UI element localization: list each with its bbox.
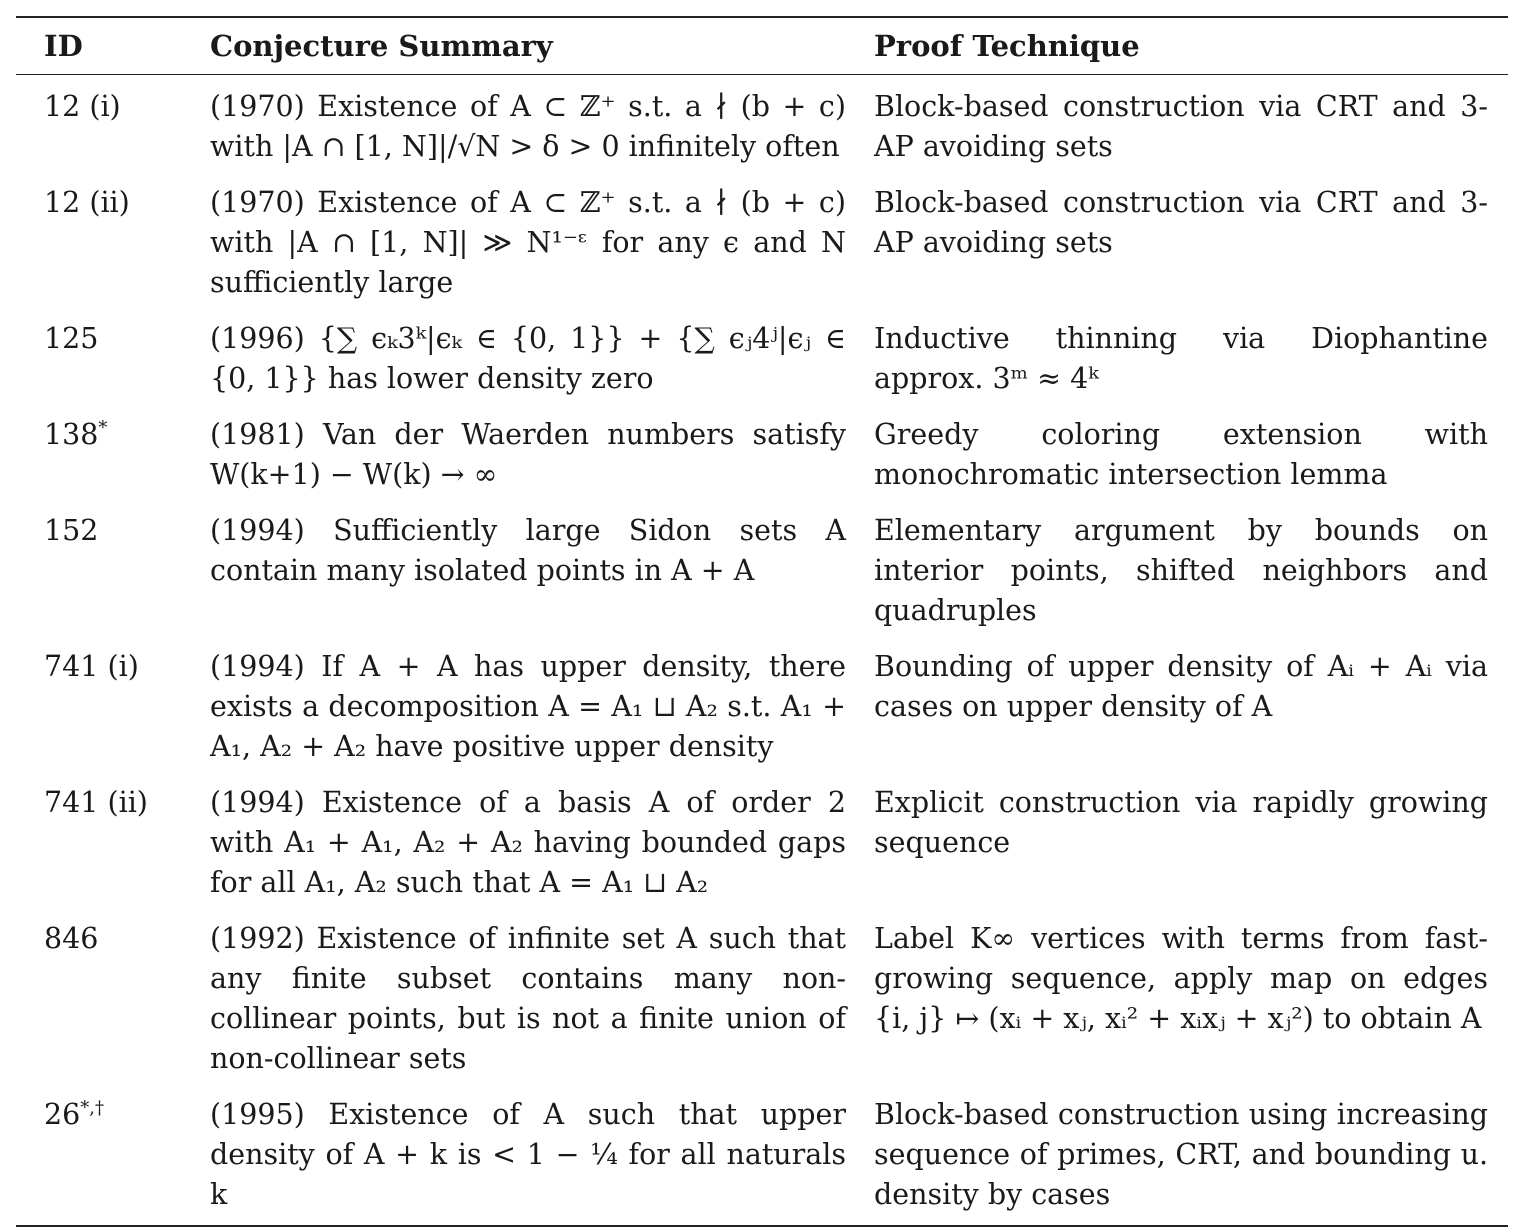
row-proof: Greedy coloring extension with monochromatic intersection lemma — [874, 418, 1488, 491]
header-id: ID — [44, 29, 83, 63]
results-table — [16, 16, 1508, 1227]
row-conjecture: (1981) Van der Waerden numbers satisfy W(k+1) − W(k) → ∞ — [210, 418, 846, 491]
table-row — [16, 1087, 1508, 1225]
row-conjecture: (1994) Sufficiently large Sidon sets A contain many isolated points in A + A — [210, 514, 846, 587]
id-mark: *,† — [80, 1097, 104, 1119]
row-id — [16, 311, 202, 407]
row-proof: Bounding of upper density of Aᵢ + Aᵢ via cases on upper density of A — [874, 650, 1488, 723]
row-conjecture: (1994) Existence of a basis A of order 2 with A₁ + A₁, A₂ + A₂ having bounded gaps for all A₁, A₂ such that A = A₁ ⊔ A₂ — [210, 786, 846, 899]
id-mark: * — [98, 417, 108, 439]
id-text: 846 — [44, 922, 99, 955]
table-row — [16, 407, 1508, 503]
row-id — [16, 639, 202, 775]
row-conjecture: (1995) Existence of A such that upper density of A + k is < 1 − ¼ for all naturals k — [210, 1098, 846, 1211]
table-row — [16, 175, 1508, 311]
row-conjecture: (1970) Existence of A ⊂ ℤ⁺ s.t. a ∤ (b + c) with |A ∩ [1, N]| ≫ N¹⁻ᵋ for any ϵ and N sufficiently large — [210, 186, 846, 299]
table-row — [16, 75, 1508, 175]
row-id — [16, 775, 202, 911]
row-conjecture: (1996) {∑ ϵₖ3ᵏ|ϵₖ ∈ {0, 1}} + {∑ ϵⱼ4ʲ|ϵⱼ ∈ {0, 1}} has lower density zero — [210, 322, 846, 395]
row-conjecture: (1994) If A + A has upper density, there exists a decomposition A = A₁ ⊔ A₂ s.t. A₁ + A₁, A₂ + A₂ have positive upper density — [210, 650, 846, 763]
table-row — [16, 311, 1508, 407]
table-row — [16, 503, 1508, 639]
row-proof: Block-based construction via CRT and 3-AP avoiding sets — [874, 186, 1488, 259]
row-conjecture: (1992) Existence of infinite set A such that any finite subset contains many non-collinear points, but is not a finite union of non-collinear sets — [210, 922, 846, 1075]
row-proof: Inductive thinning via Diophantine approx. 3ᵐ ≈ 4ᵏ — [874, 322, 1488, 395]
table-row — [16, 911, 1508, 1087]
id-text: 12 (ii) — [44, 186, 130, 219]
row-proof: Block-based construction via CRT and 3-AP avoiding sets — [874, 90, 1488, 163]
header-conjecture: Conjecture Summary — [210, 29, 553, 63]
row-proof: Block-based construction using increasing sequence of primes, CRT, and bounding u. density by cases — [874, 1098, 1488, 1211]
row-id — [16, 175, 202, 311]
table-row — [16, 775, 1508, 911]
table-row — [16, 639, 1508, 775]
row-id — [16, 911, 202, 1087]
row-proof: Label K∞ vertices with terms from fast-growing sequence, apply map on edges {i, j} ↦ (xᵢ + xⱼ, xᵢ² + xᵢxⱼ + xⱼ²) to obtain A — [874, 922, 1488, 1035]
conjecture-table — [16, 18, 1508, 74]
row-id — [16, 503, 202, 639]
row-proof: Explicit construction via rapidly growing sequence — [874, 786, 1488, 859]
id-text: 152 — [44, 514, 99, 547]
id-text: 741 (ii) — [44, 786, 148, 819]
conjecture-table-body — [16, 75, 1508, 1225]
id-text: 138 — [44, 418, 99, 451]
header-row — [16, 18, 1508, 74]
row-id — [16, 1087, 202, 1225]
row-conjecture: (1970) Existence of A ⊂ ℤ⁺ s.t. a ∤ (b + c) with |A ∩ [1, N]|/√N > δ > 0 infinitely often — [210, 90, 846, 163]
id-text: 741 (i) — [44, 650, 139, 683]
id-text: 26 — [44, 1098, 81, 1131]
id-text: 12 (i) — [44, 90, 121, 123]
row-id — [16, 407, 202, 503]
header-proof: Proof Technique — [874, 29, 1140, 63]
id-text: 125 — [44, 322, 99, 355]
row-proof: Elementary argument by bounds on interior points, shifted neighbors and quadruples — [874, 514, 1488, 627]
row-id — [16, 75, 202, 175]
